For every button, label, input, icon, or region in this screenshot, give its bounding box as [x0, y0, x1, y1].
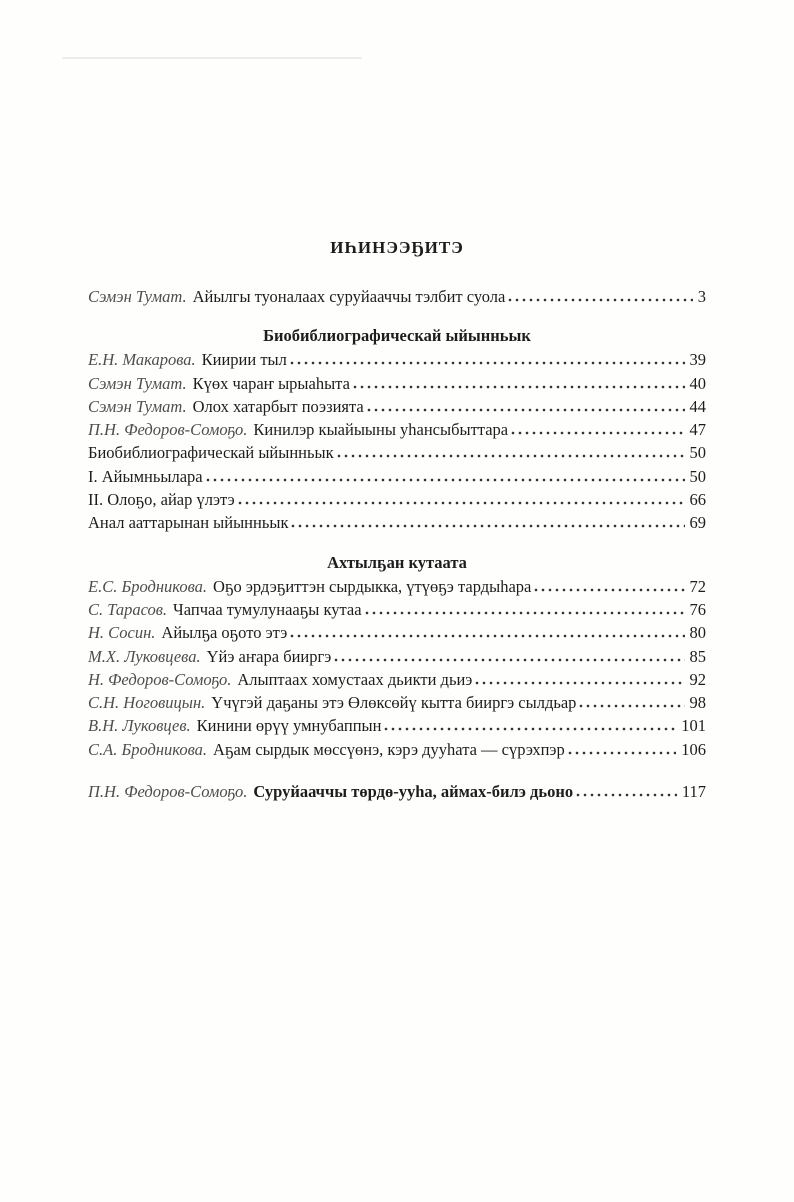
toc-entry [88, 348, 706, 371]
dot-leader [475, 681, 684, 685]
toc-entry-title: Үйэ аҥара бииргэ [206, 646, 332, 666]
toc-entry [88, 372, 706, 395]
toc-entry-page: 117 [681, 782, 706, 802]
toc-entry-author: С.Н. Ноговицын. [88, 693, 206, 713]
toc-entry [88, 395, 706, 418]
dot-leader [353, 385, 685, 389]
dot-leader [576, 793, 677, 797]
toc-entry-page: 50 [689, 443, 706, 463]
toc-entry-title: Киирии тыл [201, 350, 287, 370]
toc-entry-page: 69 [689, 513, 706, 533]
dot-leader [511, 431, 684, 435]
dot-leader [384, 727, 676, 731]
toc-entry [88, 668, 706, 691]
toc-entry-author: Сэмэн Тумат. [88, 287, 187, 306]
dot-leader [337, 454, 685, 458]
toc-entry-author: Е.Н. Макарова. [88, 350, 196, 370]
toc-entry-title: Алыптаах хомустаах дьикти дьиэ [237, 669, 473, 689]
toc-entry-page: 98 [689, 693, 706, 713]
dot-leader [534, 588, 684, 592]
toc-entry-author: В.Н. Луковцев. [88, 716, 191, 736]
toc-entry-page: 40 [689, 373, 706, 393]
dot-leader [238, 501, 685, 505]
toc-entry [88, 511, 706, 534]
toc-entry-author: М.Х. Луковцева. [88, 646, 201, 666]
toc-entry [88, 738, 706, 761]
toc-entry-page: 76 [689, 599, 706, 619]
toc-entry [88, 714, 706, 737]
dot-leader [206, 478, 685, 482]
toc-entry [88, 598, 706, 621]
toc-entry [88, 621, 706, 644]
dot-leader [568, 751, 676, 755]
page-title: ИҺИНЭЭҔИТЭ [330, 238, 464, 257]
toc-entry-author: С.А. Бродникова. [88, 739, 208, 759]
toc-entry-title: Айылгы туоналаах суруйааччы тэлбит суола [192, 287, 506, 306]
toc-entry-title: Күөх чараҥ ырыаһыта [192, 373, 350, 393]
dot-leader [334, 658, 684, 662]
toc-entry [88, 575, 706, 598]
table-of-contents [88, 238, 706, 803]
toc-entry-page: 47 [689, 420, 706, 440]
dot-leader [367, 408, 685, 412]
scan-artifact-line [62, 57, 362, 59]
toc-entry-title: Оҕо эрдэҕиттэн сырдыкка, үтүөҕэ тардыһара [213, 576, 532, 596]
toc-entry-title: Олох хатарбыт поэзията [192, 396, 364, 416]
toc-entry-title: Биобиблиографическай ыйынньык [88, 443, 334, 463]
toc-entry-page: 50 [689, 466, 706, 486]
section-header-memories: Ахтылҕан кутаата [327, 552, 467, 572]
toc-entry-page: 92 [689, 669, 706, 689]
dot-leader [508, 298, 692, 302]
toc-entry-title: Үчүгэй даҕаны этэ Өлөксөйү кытта бииргэ сылдьар [211, 693, 577, 713]
dot-leader [579, 704, 684, 708]
toc-entry [88, 285, 706, 308]
toc-entry [88, 645, 706, 668]
toc-entry [88, 465, 706, 488]
toc-entry-title: Суруйааччы төрдө-ууһа, аймах-билэ дьоно [253, 782, 574, 802]
dot-leader [291, 524, 684, 528]
toc-entry-author: Н. Федоров-Сомоҕо. [88, 669, 232, 689]
toc-entry-page: 44 [689, 396, 706, 416]
toc-entry-page: 85 [689, 646, 706, 666]
toc-entry-title: II. Олоҕо, айар үлэтэ [88, 490, 235, 510]
toc-entry-author: Е.С. Бродникова. [88, 576, 208, 596]
toc-entry [88, 488, 706, 511]
toc-entry-page: 101 [681, 716, 706, 736]
toc-entry [88, 691, 706, 714]
toc-entry-title: Чапчаа тумулунааҕы кутаа [173, 599, 362, 619]
toc-entry-page: 66 [689, 490, 706, 510]
section-header-bibliography: Биобиблиографическай ыйынньык [263, 326, 531, 346]
toc-entry [88, 441, 706, 464]
toc-entry-page: 72 [689, 576, 706, 596]
toc-entry-title: Кинини өрүү умнубаппын [196, 716, 382, 736]
dot-leader [365, 611, 685, 615]
toc-entry-final [88, 780, 706, 803]
toc-entry-page: 39 [689, 350, 706, 370]
toc-entry-title: Аҕам сырдык мөссүөнэ, кэрэ дууһата — сүрэхпэр [213, 739, 565, 759]
toc-entry-author: Сэмэн Тумат. [88, 373, 187, 393]
toc-entry-author: П.Н. Федоров-Сомоҕо. [88, 420, 248, 440]
dot-leader [290, 634, 684, 638]
toc-entry-page: 106 [681, 739, 706, 759]
toc-entry [88, 418, 706, 441]
toc-entry-author: С. Тарасов. [88, 599, 168, 619]
toc-entry-author: Н. Сосин. [88, 623, 156, 643]
dot-leader [290, 361, 685, 365]
toc-entry-title: Анал ааттарынан ыйынньык [88, 513, 289, 533]
toc-entry-page: 3 [697, 287, 706, 306]
toc-entry-title: Айылҕа оҕото этэ [161, 623, 288, 643]
toc-entry-title: I. Айымньылара [88, 466, 203, 486]
toc-entry-page: 80 [689, 623, 706, 643]
toc-entry-title: Кинилэр кыайыыны уһансыбыттара [253, 420, 509, 440]
toc-entry-author: П.Н. Федоров-Сомоҕо. [88, 782, 248, 802]
toc-entry-author: Сэмэн Тумат. [88, 396, 187, 416]
